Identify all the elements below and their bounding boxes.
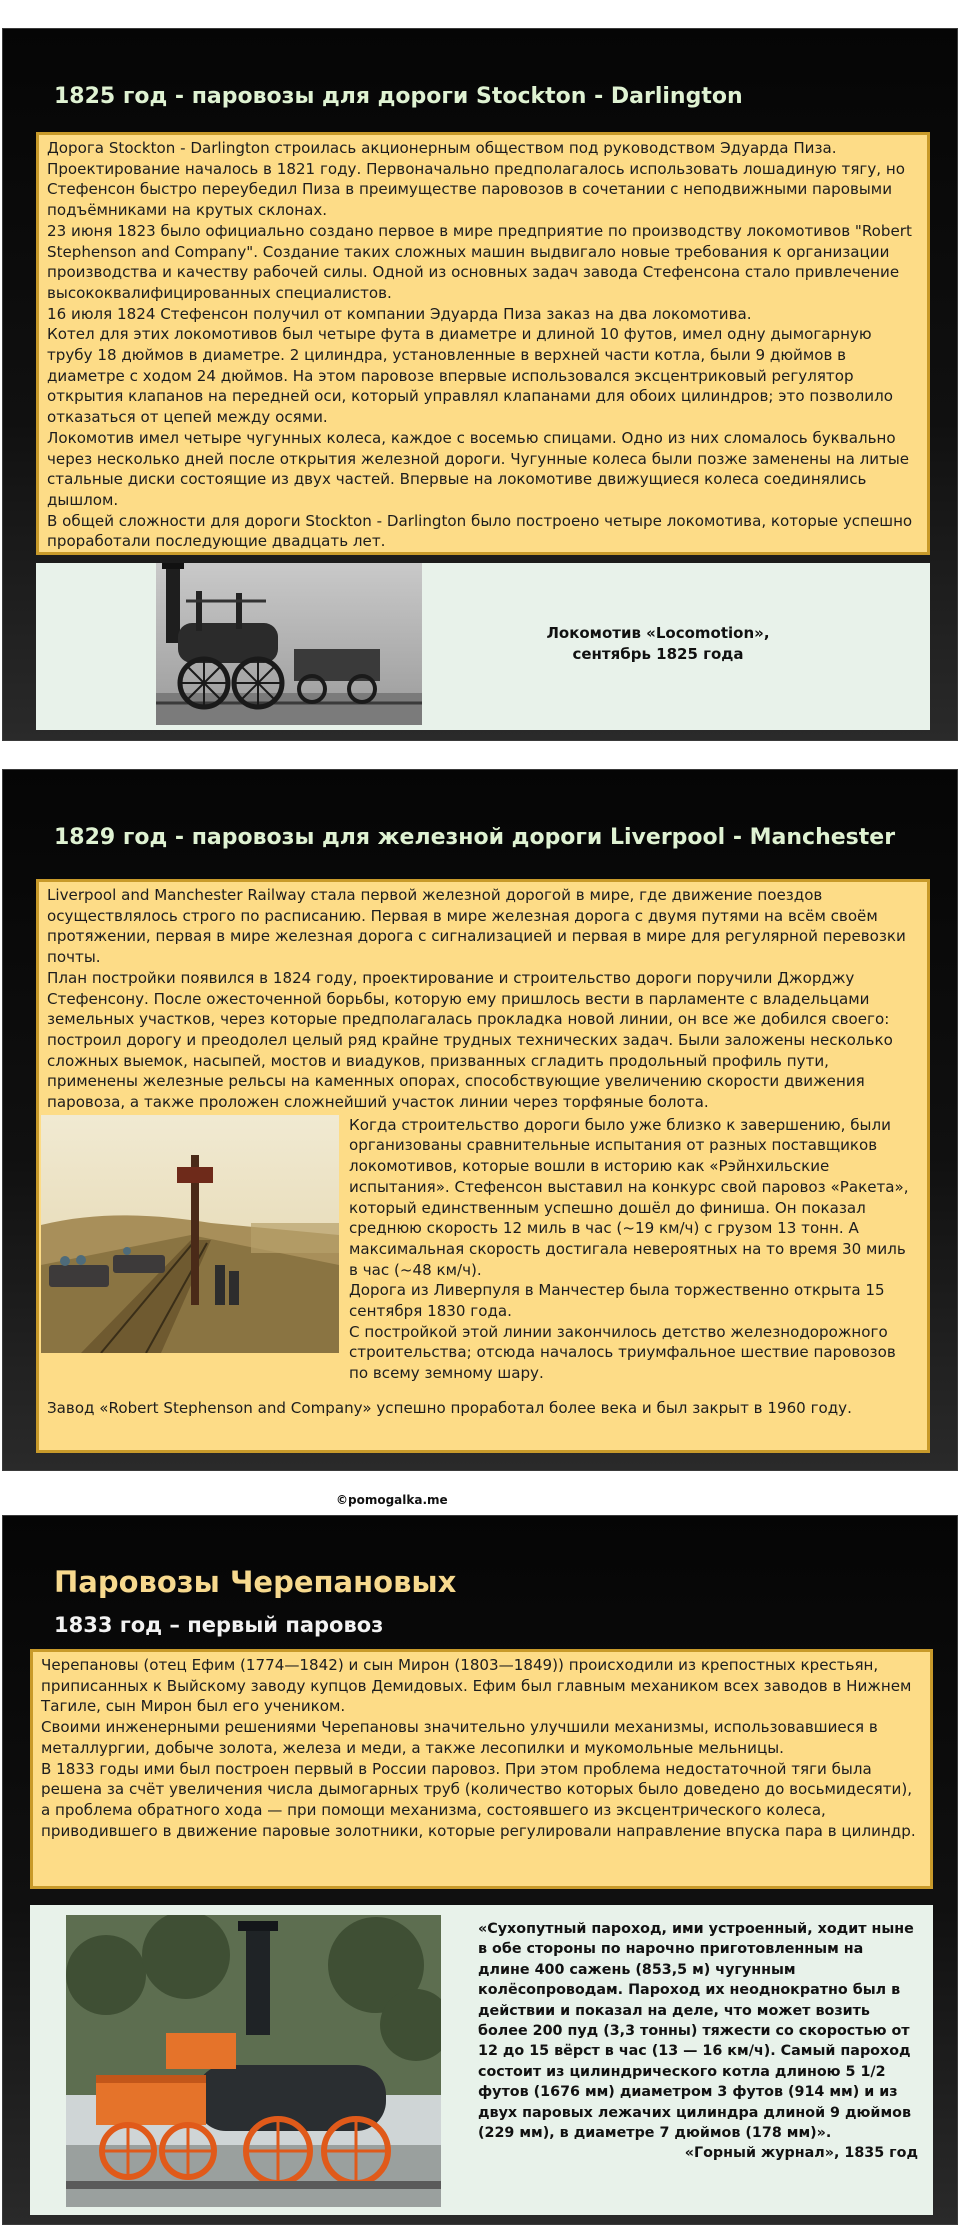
paragraph: В 1833 годы ими был построен первый в России паровоз. При этом проблема недостаточной тяги была решена за счёт увеличения числа дымогарных труб (количество которых было доведено до восьмидесяти), а проблема обратного хода — при помощи механизма, состоявшего из эксцентрического колеса, приводившего в движение паровые золотники, которые регулировали направление впуска пара в цилиндр. bbox=[41, 1759, 916, 1840]
closing-paragraph: Завод «Robert Stephenson and Company» успешно проработал более века и был закрыт в 1960 году. bbox=[47, 1398, 852, 1417]
slide-subtitle: 1833 год – первый паровоз bbox=[54, 1613, 384, 1637]
copyright-watermark: ©pomogalka.me bbox=[336, 1493, 448, 1507]
paragraph: 16 июля 1824 Стефенсон получил от компании Эдуарда Пиза заказ на два локомотива. bbox=[47, 304, 752, 323]
caption-line: Локомотив «Locomotion», bbox=[546, 624, 770, 642]
paragraph: Локомотив имел четыре чугунных колеса, каждое с восемью спицами. Одно из них сломалось буквально через несколько дней после открытия железной дороги. Чугунные колеса были позже заменены на литые стальные диски состоящие из двух частей. Впервые на локомотиве движущиеся колеса соединялись дышлом. bbox=[47, 428, 910, 509]
paragraph: Своими инженерными решениями Черепановы значительно улучшили механизмы, использовавшиеся в металлургии, добыче золота, железа и меди, а также лесопилки и мукомольные мельницы. bbox=[41, 1718, 878, 1757]
slide-liverpool-manchester bbox=[2, 769, 958, 1471]
slide-title: 1825 год - паровозы для дороги Stockton - Darlington bbox=[54, 84, 743, 109]
paragraph: В общей сложности для дороги Stockton - Darlington было построено четыре локомотива, которые успешно проработали последующие двадцать лет. bbox=[47, 511, 913, 551]
photo-panel bbox=[36, 563, 930, 730]
paragraph: Liverpool and Manchester Railway стала первой железной дорогой в мире, где движение поездов осуществлялось строго по расписанию. Первая в мире железная дорога с двумя путями на всём своём протяжении, первая в мире железная дорога с сигнализацией и первая в мире для регулярной перевозки почты. bbox=[47, 886, 906, 967]
text-box bbox=[36, 132, 930, 555]
locomotion-engine-photo bbox=[156, 563, 422, 725]
slide-cherepanov bbox=[2, 1515, 958, 2225]
paragraph: Черепановы (отец Ефим (1774—1842) и сын Мирон (1803—1849)) происходили из крепостных крестьян, приписанных к Выйскому заводу купцов Демидовых. Ефим был главным механиком всех заводов в Нижнем Тагиле, сын Мирон был его учеником. bbox=[41, 1656, 912, 1716]
slide-title: Паровозы Черепановых bbox=[54, 1565, 457, 1599]
paragraph: План постройки появился в 1824 году, проектирование и строительство дороги поручили Джорджу Стефенсону. После ожесточенной борьбы, которую ему пришлось вести в парламенте с владельцами земельных участков, через которые предполагалась прокладка новой линии, он все же добился своего: построил дорогу и преодолел целый ряд крайне трудных технических задач. Были заложены несколько сложных выемок, насыпей, мостов и виадуков, призванных сгладить продольный профиль пути, применены железные рельсы на каменных опорах, способствующие увеличению скорости движения паровоза, а также проложен сложнейший участок линии через торфяные болота. bbox=[47, 968, 893, 1112]
photo-caption bbox=[498, 623, 818, 665]
text-box bbox=[36, 879, 930, 1453]
paragraph: 23 июня 1823 было официально создано первое в мире предприятие по производству локомотивов "Robert Stephenson and Company". Создание таких сложных машин выдвигало новые требования к организации производства и качеству рабочей силы. Одной из основных задач завода Стефенсона стало привлечение высококвалифицированных специалистов. bbox=[47, 221, 912, 302]
caption-line: сентябрь 1825 года bbox=[572, 645, 744, 663]
cherepanov-locomotive-photo bbox=[66, 1915, 441, 2207]
quote-block bbox=[478, 1919, 918, 2164]
paragraph: Когда строительство дороги было уже близко к завершению, были организованы сравнительные испытания от разных поставщиков локомотивов, которые вошли в историю как «Рэйнхильские испытания». Стефенсон выставил на конкурс свой паровоз «Ракета», который единственным успешно дошёл до финиша. Он показал среднюю скорость 12 миль в час (~19 км/ч) с грузом 13 тонн. А максимальная скорость достигала невероятных на то время 30 миль в час (~48 км/ч). bbox=[349, 1115, 909, 1279]
paragraph: С постройкой этой линии закончилось детство железнодорожного строительства; отсюда началось триумфальное шествие паровозов по всему земному шару. bbox=[349, 1322, 896, 1383]
rainhill-railway-engraving bbox=[41, 1115, 339, 1353]
quote-source: «Горный журнал», 1835 год bbox=[684, 2145, 918, 2162]
slide-title: 1829 год - паровозы для железной дороги Liverpool - Manchester bbox=[54, 825, 896, 850]
slide-stockton-darlington bbox=[2, 28, 958, 741]
paragraph: Дорога из Ливерпуля в Манчестер была торжественно открыта 15 сентября 1830 года. bbox=[349, 1281, 885, 1321]
quote-text: «Сухопутный пароход, ими устроенный, ходит ныне в обе стороны по нарочно приготовленным на длине 400 сажень (853,5 м) чугунным колёсопроводам. Пароход их неоднократно был в действии и показал на деле, что может возить более 200 пуд (3,3 тонны) тяжести со скоростью от 12 до 15 вёрст в час (13 — 16 км/ч). Самый пароход состоит из цилиндрического котла длиною 5 1/2 футов (1676 мм) диаметром 3 футов (914 мм) и из двух паровых лежачих цилиндра длиной 9 дюймов (229 мм), в диаметре 7 дюймов (178 мм)». bbox=[478, 1921, 914, 2142]
photo-panel bbox=[30, 1905, 933, 2215]
paragraph: Котел для этих локомотивов был четыре фута в диаметре и длиной 10 футов, имел одну дымогарную трубу 18 дюймов в диаметре. 2 цилиндра, установленные в верхней части котла, были 9 дюймов в диаметре с ходом 24 дюймов. На этом паровозе впервые использовался эксцентриковый регулятор открытия клапанов на передней оси, который управлял клапанами для обоих цилиндров; это позволило отказаться от цепей между осями. bbox=[47, 325, 893, 427]
paragraph: Дорога Stockton - Darlington строилась акционерным обществом под руководством Эдуарда Пиза. Проектирование началось в 1821 году. Первоначально предполагалось использовать лошадиную тягу, но Стефенсон быстро переубедил Пиза в преимуществе паровозов в сочетании с неподвижными паровыми подъёмниками на крутых склонах. bbox=[47, 139, 905, 220]
text-box bbox=[30, 1649, 933, 1889]
